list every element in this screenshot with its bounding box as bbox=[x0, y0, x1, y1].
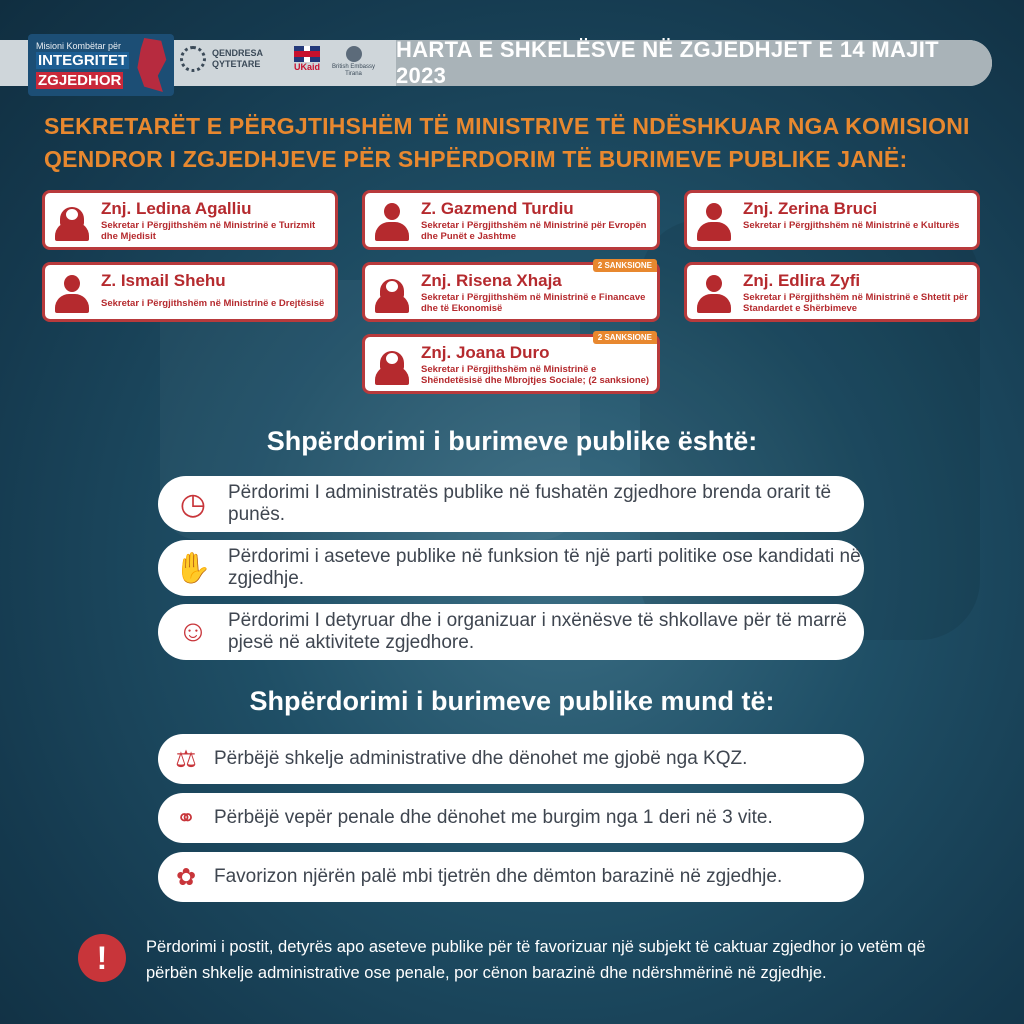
ukaid-label: UKaid bbox=[294, 62, 321, 72]
official-name: Znj. Joana Duro bbox=[421, 343, 550, 362]
footer-note: Përdorimi i postit, detyrës apo aseteve publike për të favorizuar një subjekt të caktuar zgjedhor jo vetëm që përbën shkelje administrative ose penale, por cënon barazinë dhe ndërshmërinë në zgjedhje. bbox=[146, 938, 926, 982]
official-card bbox=[42, 262, 338, 322]
hand-assets-icon: ✋ bbox=[174, 551, 212, 585]
section-title-consequences: Shpërdorimi i burimeve publike mund të: bbox=[249, 686, 775, 716]
integritet-zgjedhor-logo bbox=[28, 34, 174, 96]
official-role: Sekretar i Përgjithshëm në Ministrinë e Shëndetësisë dhe Mbrojtjes Sociale; (2 sanksione) bbox=[421, 364, 650, 386]
partner1-line1: QENDRESA bbox=[212, 48, 264, 58]
official-role: Sekretar i Përgjithshëm në Ministrinë e Turizmit dhe Mjedisit bbox=[101, 220, 316, 242]
hands-icon: ✿ bbox=[175, 863, 197, 891]
list-item bbox=[158, 852, 864, 902]
uk-flag-icon bbox=[294, 46, 320, 62]
royal-crest-icon bbox=[346, 46, 362, 62]
logo-line1: Misioni Kombëtar për bbox=[36, 41, 122, 51]
male-person-icon bbox=[697, 203, 731, 241]
official-role: Sekretar i Përgjithshëm në Ministrinë e Kulturës bbox=[743, 220, 960, 231]
partner1-line2: QYTETARE bbox=[212, 59, 261, 69]
official-name: Znj. Risena Xhaja bbox=[421, 271, 562, 290]
official-role: Sekretar i Përgjithshëm në Ministrinë për Evropën dhe Punët e Jashtme bbox=[421, 220, 647, 242]
official-name: Z. Gazmend Turdiu bbox=[421, 199, 574, 218]
warning-icon: ! bbox=[78, 934, 126, 982]
official-name: Znj. Ledina Agalliu bbox=[101, 199, 252, 218]
list-item bbox=[158, 604, 864, 660]
official-name: Znj. Zerina Bruci bbox=[743, 199, 878, 218]
logo-line3: ZGJEDHOR bbox=[38, 72, 122, 89]
students-icon: ☺ bbox=[177, 615, 209, 648]
sanctions-badge: 2 SANKSIONE bbox=[593, 259, 657, 272]
female-person-icon bbox=[55, 203, 89, 241]
list-item-text: Përdorimi I administratës publike në fushatën zgjedhore brenda orarit të punës. bbox=[228, 482, 832, 525]
qendresa-emblem-icon bbox=[180, 46, 206, 72]
ukaid-logo bbox=[294, 46, 320, 72]
logo-line2: INTEGRITET bbox=[38, 52, 128, 69]
sanctions-badge: 2 SANKSIONE bbox=[593, 331, 657, 344]
section-title-definition: Shpërdorimi i burimeve publike është: bbox=[266, 426, 758, 456]
male-person-icon bbox=[55, 275, 89, 313]
female-person-icon bbox=[375, 347, 409, 385]
handcuffs-icon: ⚭ bbox=[175, 804, 197, 832]
official-card bbox=[362, 262, 660, 322]
list-item-text: Përdorimi I detyruar dhe i organizuar i nxënësve të shkollave për të marrë pjesë në aktivitete zgjedhore. bbox=[228, 610, 847, 653]
british-embassy-logo bbox=[332, 46, 375, 78]
male-person-icon bbox=[375, 203, 409, 241]
list-item bbox=[158, 540, 864, 596]
list-item-text: Përbëjë vepër penale dhe dënohet me burgim nga 1 deri në 3 vite. bbox=[214, 807, 773, 828]
page-title: HARTA E SHKELËSVE NË ZGJEDHJET E 14 MAJIT 2023 bbox=[396, 40, 992, 86]
embassy-line1: British Embassy bbox=[332, 64, 376, 70]
official-card bbox=[684, 262, 980, 322]
embassy-line2: Tirana bbox=[345, 71, 362, 77]
list-item-text: Favorizon njërën palë mbi tjetrën dhe dëmton barazinë në zgjedhje. bbox=[214, 866, 783, 887]
albania-map-icon bbox=[134, 38, 168, 92]
official-card bbox=[362, 190, 660, 250]
official-card bbox=[684, 190, 980, 250]
list-item bbox=[158, 793, 864, 843]
official-role: Sekretar i Përgjithshëm në Ministrinë e Drejtësisë bbox=[101, 298, 325, 309]
gavel-icon: ⚖ bbox=[175, 745, 197, 773]
clock-person-icon: ◷ bbox=[179, 487, 207, 521]
list-item-text: Përdorimi i aseteve publike në funksion të një parti politike ose kandidati në zgjedhje. bbox=[228, 546, 861, 589]
official-card bbox=[362, 334, 660, 394]
official-role: Sekretar i Përgjithshëm në Ministrinë e Financave dhe të Ekonomisë bbox=[421, 292, 646, 314]
official-role: Sekretar i Përgjithshëm në Ministrinë e Shtetit për Standardet e Shërbimeve bbox=[743, 292, 968, 314]
official-name: Znj. Edlira Zyfi bbox=[743, 271, 861, 290]
official-name: Z. Ismail Shehu bbox=[101, 271, 226, 290]
list-item bbox=[158, 734, 864, 784]
list-item-text: Përbëjë shkelje administrative dhe dënohet me gjobë nga KQZ. bbox=[214, 748, 748, 769]
list-item bbox=[158, 476, 864, 532]
qendresa-qytetare-logo bbox=[180, 46, 263, 72]
female-person-icon bbox=[375, 275, 409, 313]
male-person-icon bbox=[697, 275, 731, 313]
headline: SEKRETARËT E PËRGJTIHSHËM TË MINISTRIVE TË NDËSHKUAR NGA KOMISIONI QENDROR I ZGJEDHJEVE PËR SHPËRDORIM TË BURIMEVE PUBLIKE JANË: bbox=[44, 113, 970, 172]
official-card bbox=[42, 190, 338, 250]
